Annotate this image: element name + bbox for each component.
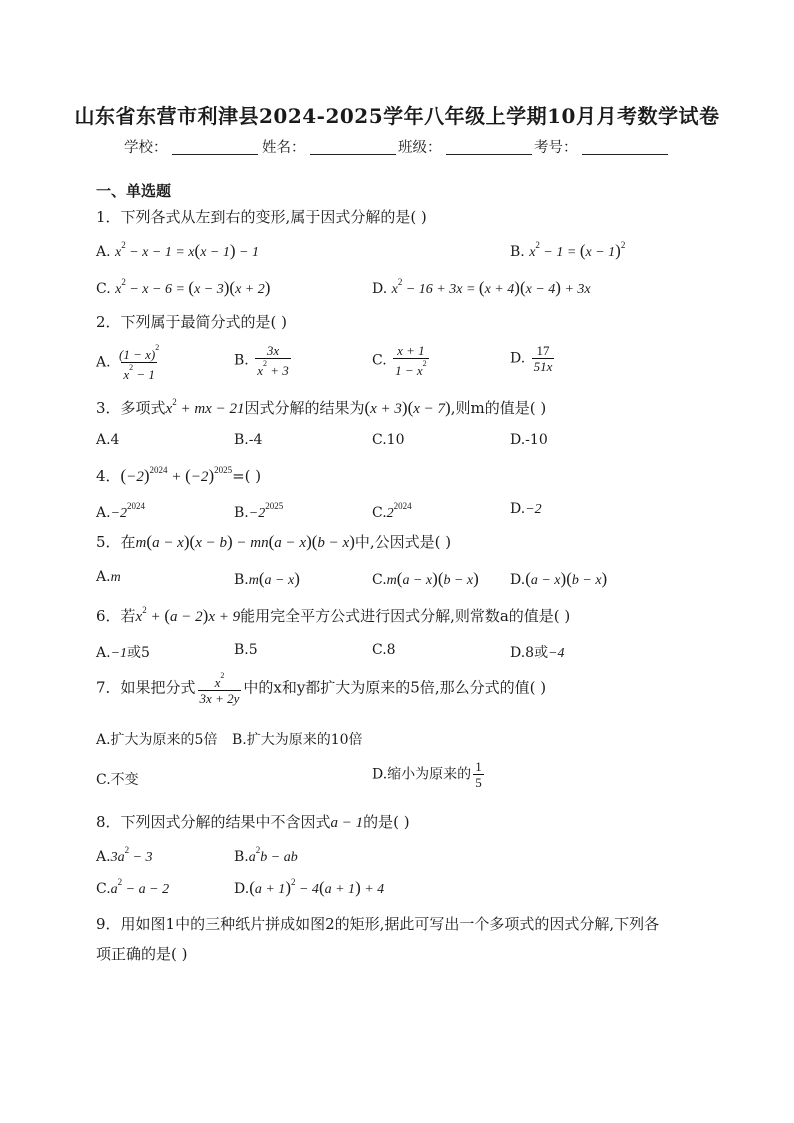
question-3: 3．多项式$x^2$ + mx − 21因式分解的结果为(x + 3)(x − 7),则m的值是( ) bbox=[96, 397, 547, 417]
q3-option-a[interactable]: A.4 bbox=[96, 432, 120, 448]
question-2: 2．下列属于最简分式的是( ) bbox=[96, 313, 288, 331]
q6-option-d[interactable]: D.8或−4 bbox=[510, 645, 565, 661]
q5-option-a[interactable]: A.m bbox=[96, 569, 121, 585]
q2-option-c[interactable]: C. $\frac{x + 1}{1 - x^2}$ bbox=[372, 343, 427, 378]
question-7: 7．如果把分式 $\frac{x^2}{3x + 2y}$ 中的x和y都扩大为原来的5倍,那么分式的值( ) bbox=[96, 671, 547, 706]
q2-option-d[interactable]: D. $\frac{17}{51x}$ bbox=[510, 343, 553, 374]
class-label: 班级： bbox=[398, 140, 442, 156]
q8-option-b[interactable]: $B.a^2b$ − ab bbox=[234, 845, 298, 865]
q4-option-b[interactable]: $B.-2^{2025}$ bbox=[234, 501, 284, 521]
q5-option-d[interactable]: D.(a − x)(b − x) bbox=[510, 569, 608, 588]
q3-option-c[interactable]: C.10 bbox=[372, 432, 405, 448]
q4-option-a[interactable]: $A.-2^{2024}$ bbox=[96, 501, 146, 521]
school-label: 学校： bbox=[124, 140, 168, 156]
q6-option-c[interactable]: C.8 bbox=[372, 642, 396, 658]
name-field[interactable] bbox=[262, 136, 396, 157]
question-9-line-2: 项正确的是( ) bbox=[96, 945, 188, 963]
name-label: 姓名： bbox=[262, 140, 306, 156]
number-blank[interactable] bbox=[582, 139, 668, 155]
q2-option-b[interactable]: B. $\frac{3x}{x^2 + 3}$ bbox=[234, 343, 289, 378]
question-1: 1．下列各式从左到右的变形,属于因式分解的是( ) bbox=[96, 208, 427, 226]
q8-option-c[interactable]: $C.a^2 - a - 2$ bbox=[96, 877, 170, 897]
question-6: 6．若$x^2 + (a - 2)x + 9$能用完全平方公式进行因式分解,则常数a的值是( ) bbox=[96, 605, 571, 625]
question-8: 8．下列因式分解的结果中不含因式a − 1的是( ) bbox=[96, 813, 410, 831]
q3-option-d[interactable]: D.-10 bbox=[510, 432, 548, 448]
class-blank[interactable] bbox=[446, 139, 532, 155]
question-9-line-1: 9．用如图1中的三种纸片拼成如图2的矩形,据此可写出一个多项式的因式分解,下列各 bbox=[96, 915, 660, 933]
q6-option-a[interactable]: A.−1或5 bbox=[96, 645, 150, 661]
section-heading: 一、单选题 bbox=[96, 182, 172, 200]
page-title: 山东省东营市利津县2024-2025学年八年级上学期10月月考数学试卷 bbox=[74, 104, 720, 128]
q3-option-b[interactable]: B.-4 bbox=[234, 432, 263, 448]
name-blank[interactable] bbox=[310, 139, 396, 155]
q1-option-b[interactable]: B. $x^2 - 1 = (x - 1)^2$ bbox=[510, 240, 626, 260]
q2-option-a[interactable]: A. $\frac{(1 - x)^2}{x^2 - 1}$ bbox=[96, 343, 160, 382]
q7-fraction: $\frac{x^2}{3x + 2y}$ bbox=[199, 671, 240, 706]
class-field[interactable] bbox=[398, 136, 532, 157]
q7-option-b[interactable]: B.扩大为原来的10倍 bbox=[232, 732, 363, 748]
question-5: 5．在m(a − x)(x − b) − mn(a − x)(b − x)中,公因式是( ) bbox=[96, 532, 452, 551]
number-field[interactable] bbox=[534, 136, 668, 157]
q1-option-a[interactable]: A. $x^2 - x - 1 = x(x - 1) - 1$ bbox=[96, 240, 259, 260]
school-blank[interactable] bbox=[172, 139, 258, 155]
question-4: 4．$(-2)^{2024} + (-2)^{2025}=$( ) bbox=[96, 465, 262, 485]
number-label: 考号： bbox=[534, 140, 578, 156]
q1-option-d[interactable]: D. $x^2 - 16 + 3x = (x + 4)(x - 4) + 3x$ bbox=[372, 277, 591, 297]
q1-option-c[interactable]: C. $x^2 - x - 6 = (x - 3)(x + 2)$ bbox=[96, 277, 271, 297]
q7-option-a[interactable]: A.扩大为原来的5倍 bbox=[96, 732, 218, 748]
q5-option-b[interactable]: B.m(a − x) bbox=[234, 569, 300, 588]
q8-option-a[interactable]: $A.3a^2 - 3$ bbox=[96, 845, 153, 865]
q7-option-c[interactable]: C.不变 bbox=[96, 772, 139, 788]
q6-option-b[interactable]: B.5 bbox=[234, 642, 258, 658]
school-field[interactable] bbox=[124, 136, 258, 157]
q5-option-c[interactable]: C.m(a − x)(b − x) bbox=[372, 569, 479, 588]
q7-option-d[interactable]: D.缩小为原来的 $\frac{1}{5}$ bbox=[372, 759, 482, 790]
q4-option-c[interactable]: $C.2^{2024}$ bbox=[372, 501, 412, 521]
q8-option-d[interactable]: $D.(a + 1)^2 - 4(a + 1) + 4$ bbox=[234, 877, 385, 897]
q4-option-d[interactable]: D.−2 bbox=[510, 501, 542, 517]
